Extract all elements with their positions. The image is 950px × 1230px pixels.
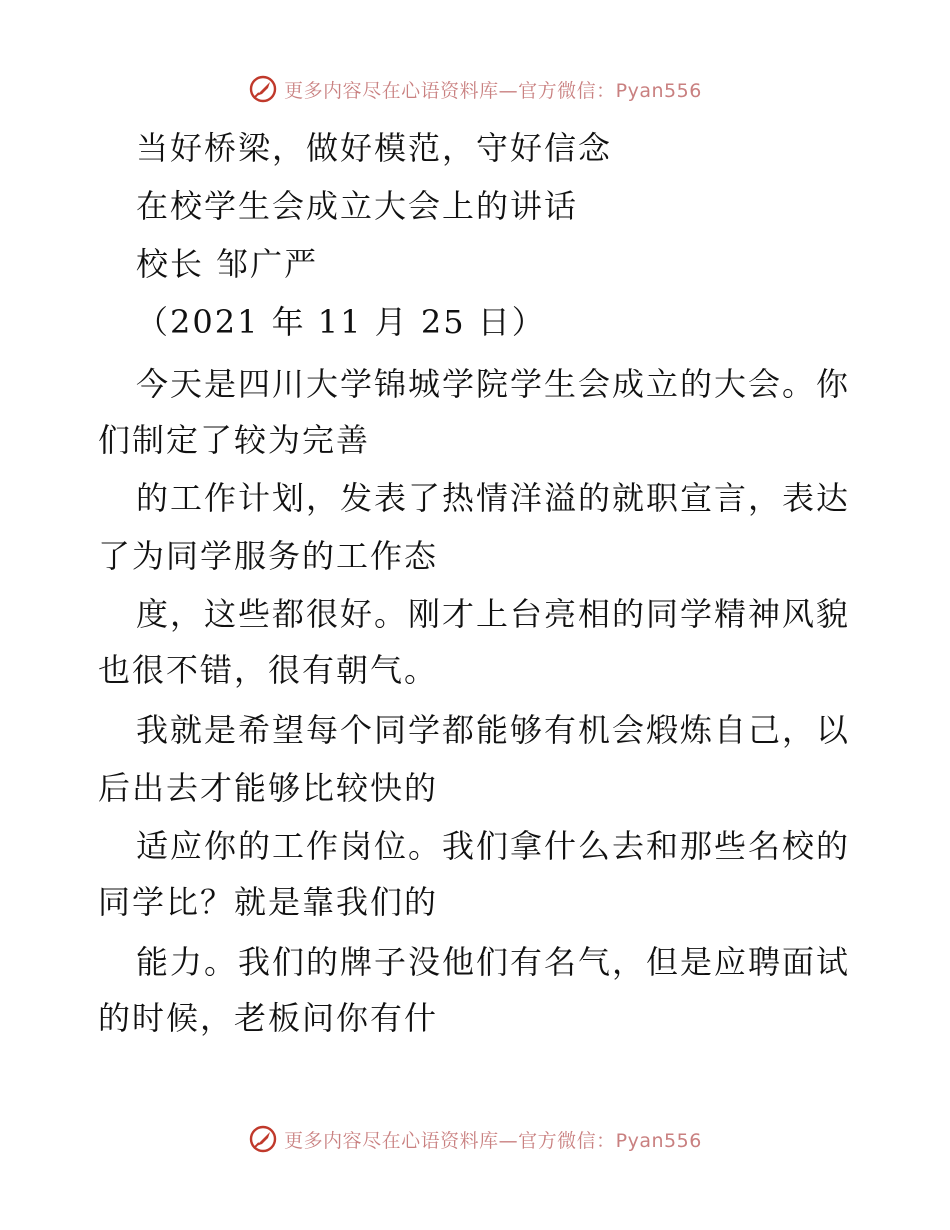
paragraph-line: 度，这些都很好。刚才上台亮相的同学精神风貌 — [136, 595, 851, 633]
paragraph-line: 们制定了较为完善 — [98, 421, 371, 459]
document-title: 当好桥梁，做好模范，守好信念 — [136, 129, 613, 167]
document-date: （2021 年 11 月 25 日） — [136, 303, 546, 341]
paragraph-line: 能力。我们的牌子没他们有名气，但是应聘面试 — [136, 943, 851, 981]
paragraph-line: 后出去才能够比较快的 — [98, 769, 439, 807]
paragraph-line: 了为同学服务的工作态 — [98, 537, 439, 575]
document-subtitle: 在校学生会成立大会上的讲话 — [136, 187, 579, 225]
document-author: 校长 邹广严 — [136, 245, 319, 283]
paragraph-line: 今天是四川大学锦城学院学生会成立的大会。你 — [136, 365, 851, 403]
header-watermark — [0, 72, 950, 106]
paragraph-line: 也很不错，很有朝气。 — [98, 651, 439, 689]
watermark-text: 更多内容尽在心语资料库—官方微信：Pyan556 — [284, 79, 702, 102]
watermark-text: 更多内容尽在心语资料库—官方微信：Pyan556 — [284, 1129, 702, 1152]
paragraph-line: 适应你的工作岗位。我们拿什么去和那些名校的 — [136, 827, 851, 865]
paragraph-line: 的时候，老板问你有什 — [98, 999, 439, 1037]
footer-watermark — [0, 1122, 950, 1156]
paragraph-line: 同学比？就是靠我们的 — [98, 883, 439, 921]
paragraph-line: 的工作计划，发表了热情洋溢的就职宣言，表达 — [136, 479, 851, 517]
quill-logo-icon — [248, 74, 278, 104]
paragraph-line: 我就是希望每个同学都能够有机会煅炼自己，以 — [136, 711, 851, 749]
quill-logo-icon — [248, 1124, 278, 1154]
